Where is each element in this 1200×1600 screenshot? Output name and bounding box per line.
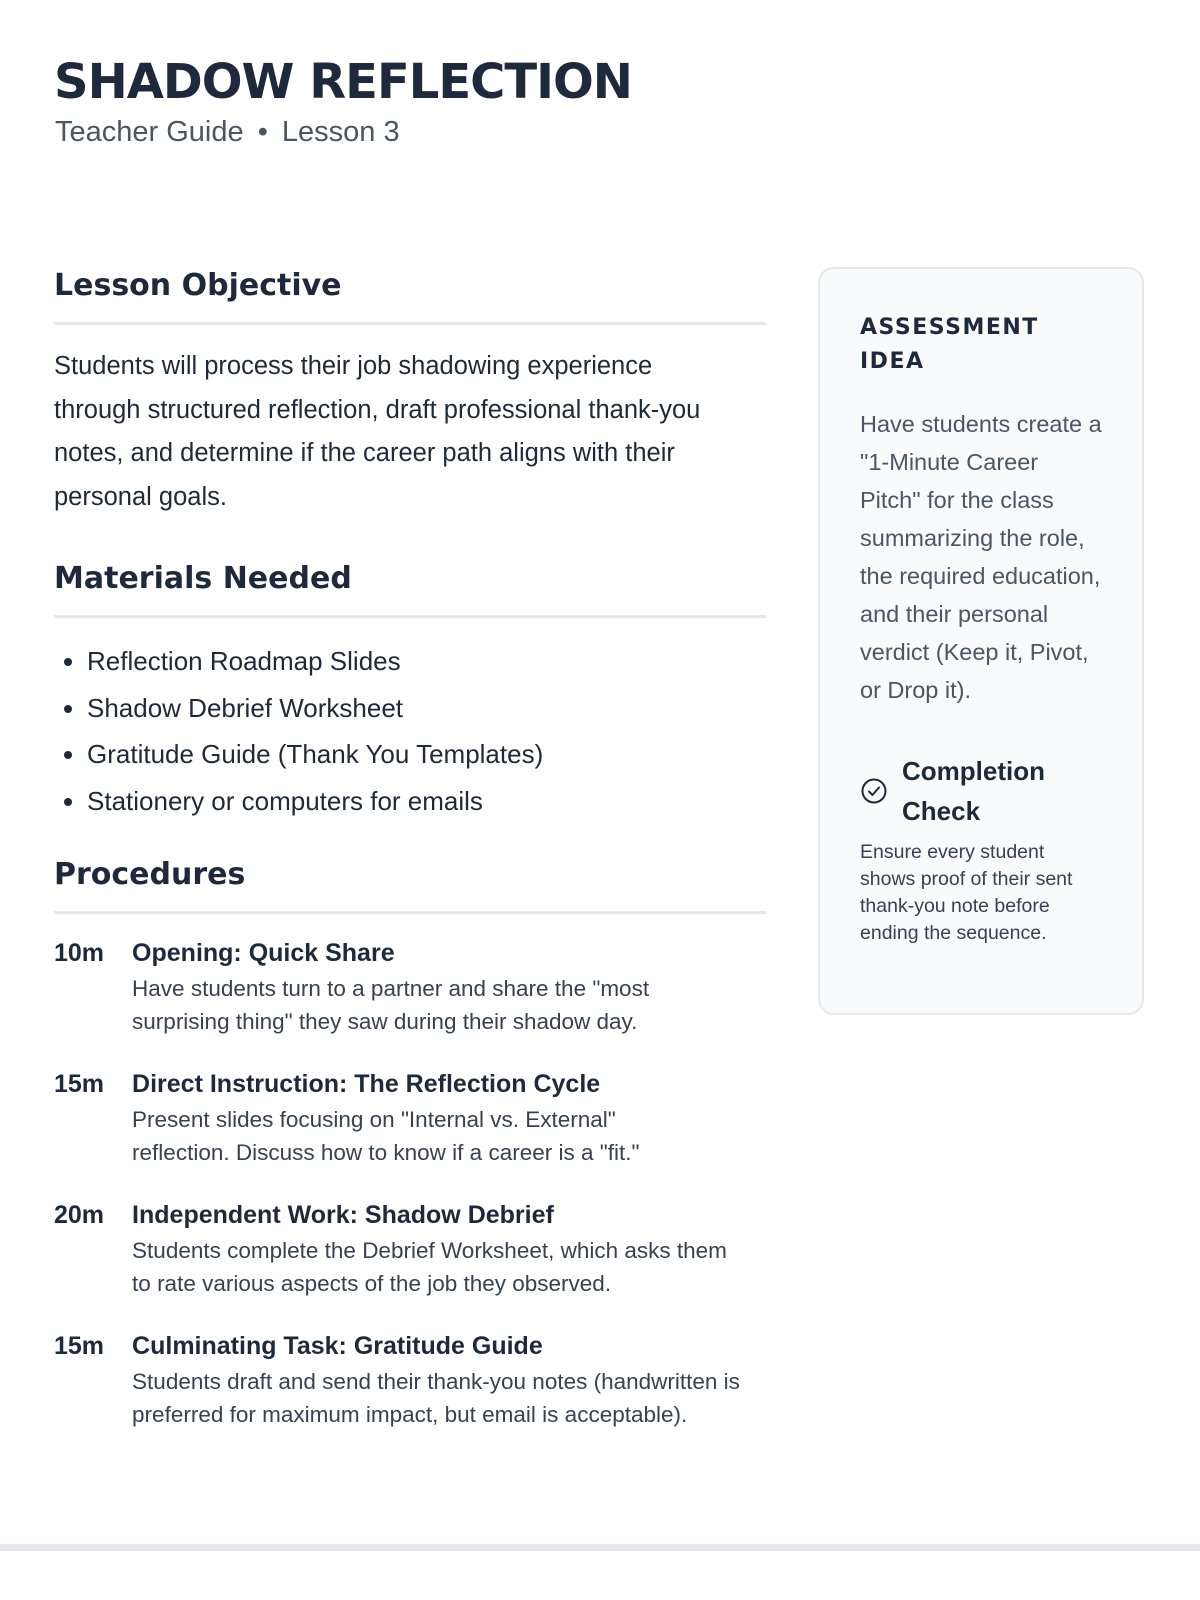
procedure-body [132,1329,766,1432]
subtitle-separator: • [257,116,268,148]
objective-text: Students will process their job shadowing experience through structured reflection, draft professional thank-you notes, and determine if the career path aligns with their personal goals. [54,352,701,511]
procedure-list [54,936,766,1432]
procedure-description: Students complete the Debrief Worksheet, which asks them to rate various aspects of the job they observed. [132,1237,727,1297]
materials-list [54,638,766,825]
procedure-title: Direct Instruction: The Reflection Cycle [132,1069,601,1098]
procedure-time: 15m [54,1331,105,1360]
procedure-time: 20m [54,1200,105,1229]
material-item: • Stationery or computers for emails [87,778,766,825]
assessment-text: Have students create a "1-Minute Career Pitch" for the class summarizing the role, the required education, and their personal verdict (Keep it, Pivot, or Drop it). [860,411,1102,703]
assessment-sidebar [818,267,1144,1015]
procedure-description: Have students turn to a partner and share the "most surprising thing" they saw during their shadow day. [132,975,650,1035]
procedure-step [54,1329,766,1432]
procedures-section [54,855,766,1432]
procedure-body [132,1198,766,1301]
procedure-title: Opening: Quick Share [132,938,395,967]
procedure-step [54,1198,766,1301]
subtitle-guide: Teacher Guide [55,116,244,148]
procedure-time: 15m [54,1069,105,1098]
main-content [54,266,766,1460]
procedure-step [54,1067,766,1170]
page-title: SHADOW REFLECTION [54,54,632,110]
procedure-step [54,936,766,1039]
procedure-time: 10m [54,938,105,967]
completion-check-title: Completion Check [902,756,1045,826]
procedure-description: Present slides focusing on "Internal vs. External" reflection. Discuss how to know if a career is a "fit." [132,1106,640,1166]
materials-heading: Materials Needed [54,559,766,618]
material-item: • Shadow Debrief Worksheet [87,685,766,732]
page-header [54,52,632,150]
completion-check-text: Ensure every student shows proof of their sent thank-you note before ending the sequence. [860,841,1073,944]
procedure-body [132,936,766,1039]
check-circle-icon [860,777,888,805]
objective-heading: Lesson Objective [54,266,766,325]
procedure-body [132,1067,766,1170]
page-subtitle [55,114,632,150]
procedure-title: Culminating Task: Gratitude Guide [132,1331,543,1360]
completion-check [860,751,1102,831]
procedures-heading: Procedures [54,855,766,914]
material-item: • Gratitude Guide (Thank You Templates) [87,731,766,778]
material-item: • Reflection Roadmap Slides [87,638,766,685]
procedure-title: Independent Work: Shadow Debrief [132,1200,554,1229]
objective-section [54,266,766,519]
procedure-description: Students draft and send their thank-you notes (handwritten is preferred for maximum impact, but email is acceptable). [132,1368,740,1428]
footer-divider [0,1544,1200,1551]
materials-section [54,559,766,825]
subtitle-lesson: Lesson 3 [281,116,400,148]
assessment-heading: ASSESSMENT IDEA [860,315,1039,374]
